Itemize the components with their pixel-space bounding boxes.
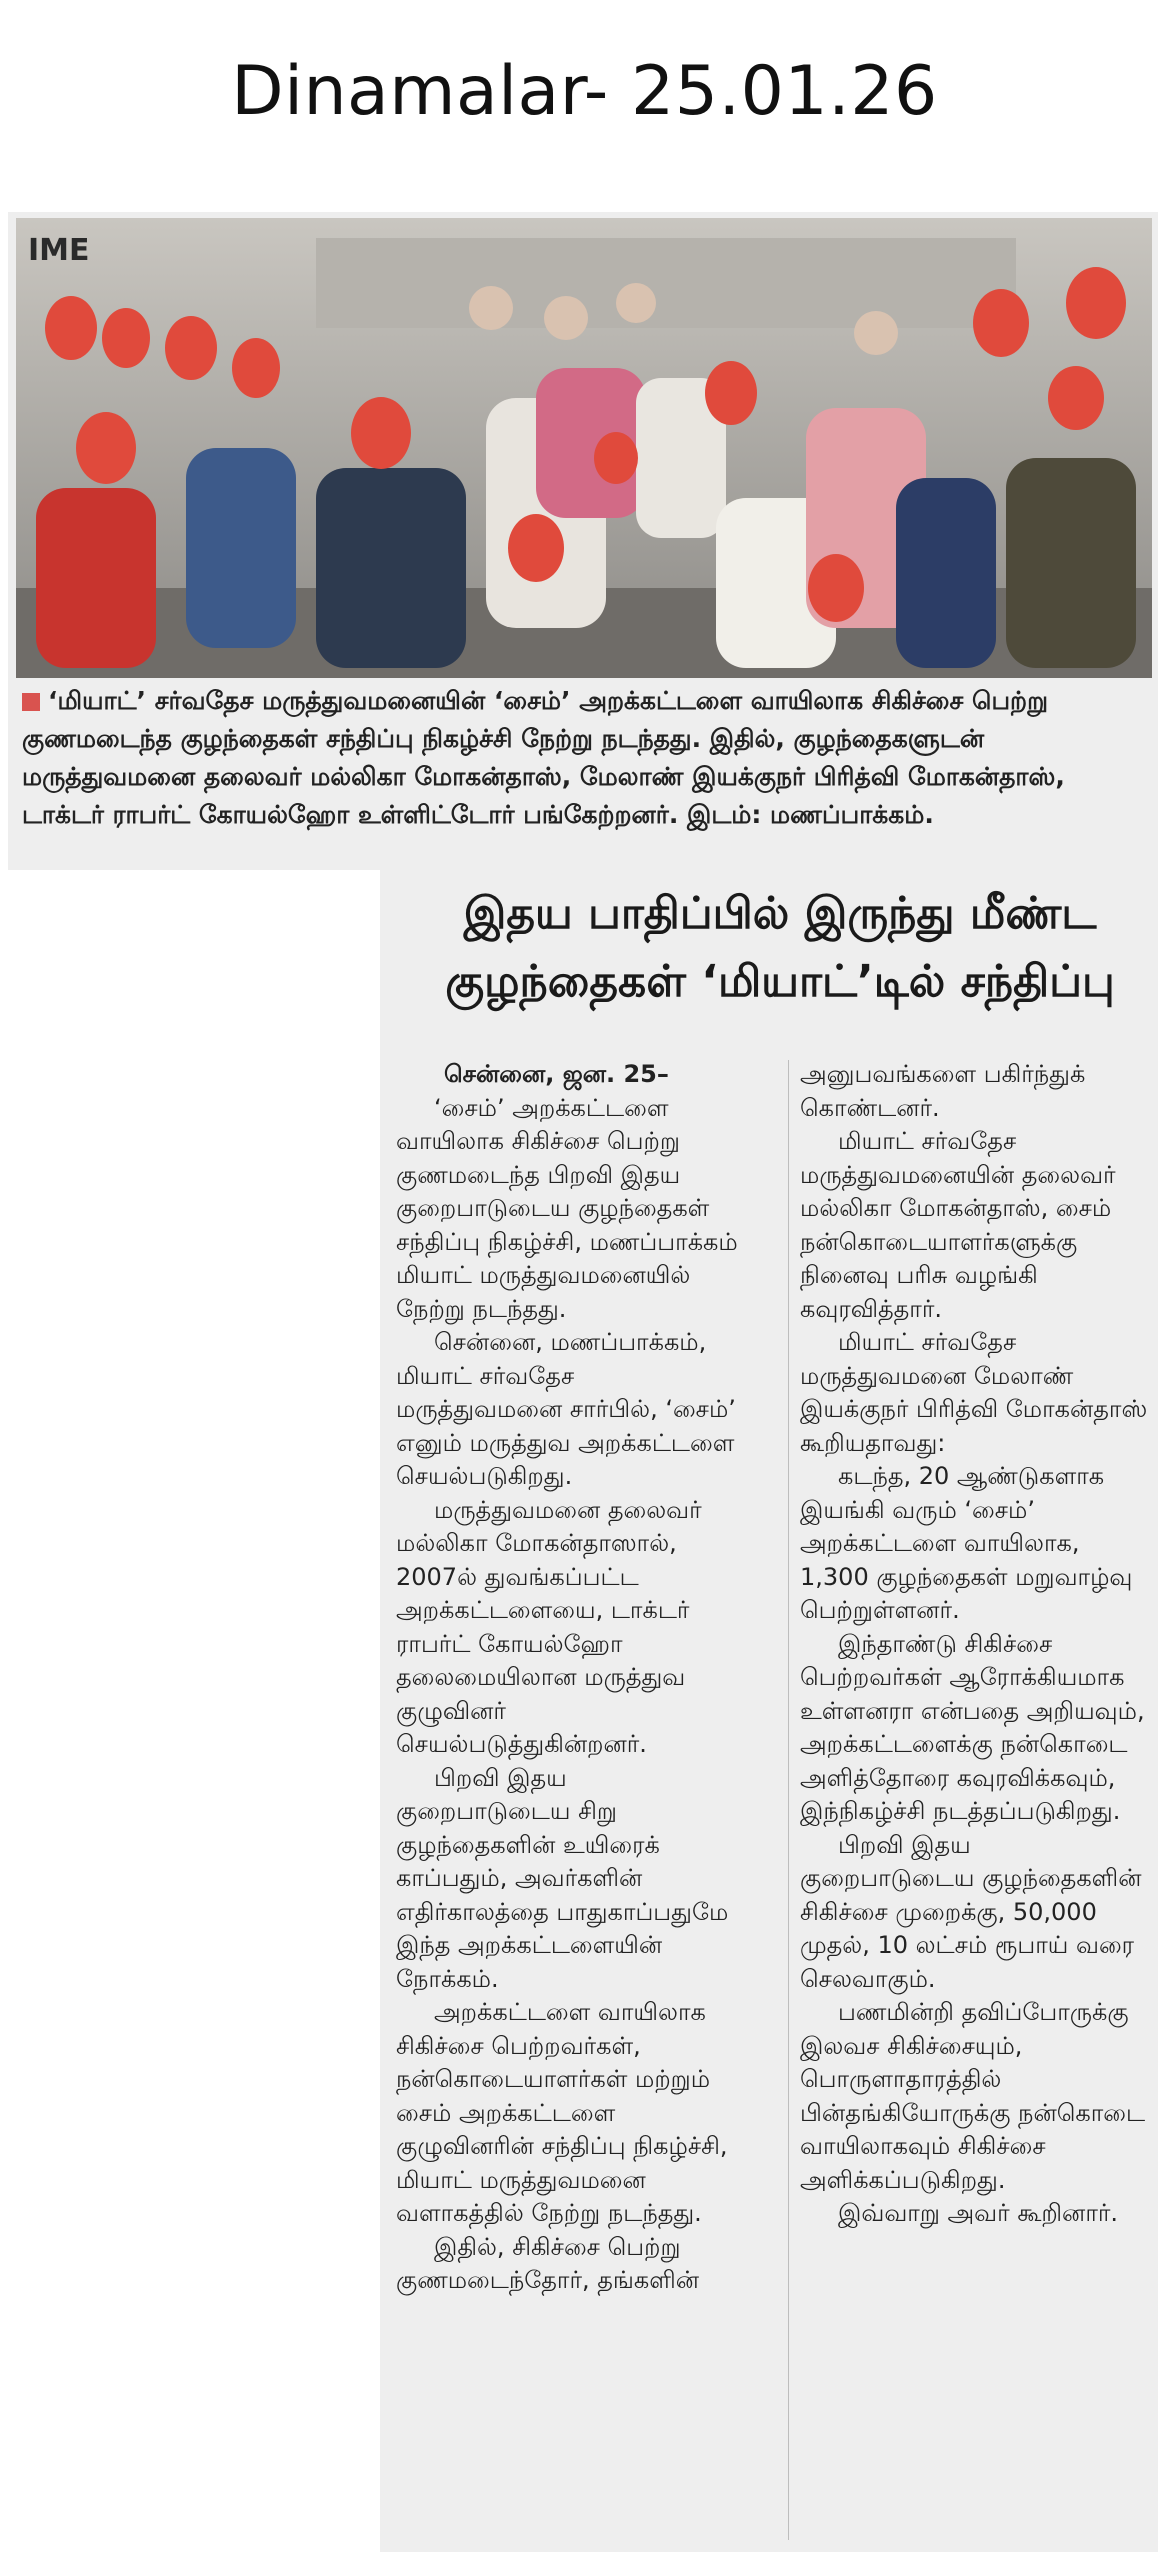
paragraph: ‘சைம்’ அறக்கட்டளை வாயிலாக சிகிச்சை பெற்று குணமடைந்த பிறவி இதய குறைபாடுடைய குழந்தைகள் சந்திப்பு நிகழ்ச்சி, மணப்பாக்கம் மியாட் மருத்துவமனையில் நேற்று நடந்தது. xyxy=(396,1093,738,1323)
page-title: Dinamalar- 25.01.26 xyxy=(231,52,938,131)
group-photo xyxy=(16,218,1152,678)
photo-caption xyxy=(22,682,1147,834)
headline-line-2: குழந்தைகள் ‘மியாட்’டில் சந்திப்பு xyxy=(445,956,1115,1007)
article-headline xyxy=(400,880,1160,1016)
paragraph: மருத்துவமனை தலைவர் மல்லிகா மோகன்தாஸால், 2007ல் துவங்கப்பட்ட அறக்கட்டளையை, டாக்டர் ராபர்ட் கோயல்ஹோ தலைமையிலான மருத்துவ குழுவினர் செயல்படுத்துகின்றனர். xyxy=(396,1495,702,1758)
paragraph: அறக்கட்டளை வாயிலாக சிகிச்சை பெற்றவர்கள், நன்கொடையாளர்கள் மற்றும் சைம் அறக்கட்டளை குழுவினரின் சந்திப்பு நிகழ்ச்சி, மியாட் மருத்துவமனை வளாகத்தில் நேற்று நடந்தது. xyxy=(396,1998,728,2227)
paragraph: இதில், சிகிச்சை பெற்று குணமடைந்தோர், தங்களின் xyxy=(396,2232,700,2294)
article-column-left xyxy=(396,1058,746,2298)
article-dateline: சென்னை, ஜன. 25– xyxy=(444,1060,669,1088)
paragraph: பிறவி இதய குறைபாடுடைய குழந்தைகளின் சிகிச்சை முறைக்கு, 50,000 முதல், 10 லட்சம் ரூபாய் வரை செலவாகும். xyxy=(800,1830,1142,1993)
paragraph: இவ்வாறு அவர் கூறினார். xyxy=(838,2199,1119,2227)
headline-line-1: இதய பாதிப்பில் இருந்து மீண்ட xyxy=(463,888,1097,939)
clipping-cutout xyxy=(8,870,380,2560)
paragraph: அனுபவங்களை பகிர்ந்துக் கொண்டனர். xyxy=(800,1060,1086,1122)
caption-marker-icon xyxy=(22,693,40,711)
paragraph: இந்தாண்டு சிகிச்சை பெற்றவர்கள் ஆரோக்கியமாக உள்ளனரா என்பதை அறியவும், அறக்கட்டளைக்கு நன்கொடை அளித்தோரை கவுரவிக்கவும், இந்நிகழ்ச்சி நடத்தப்படுகிறது. xyxy=(800,1629,1145,1825)
event-banner-logo: IME xyxy=(28,233,90,268)
column-divider xyxy=(788,1060,789,2540)
paragraph: மியாட் சர்வதேச மருத்துவமனை மேலாண் இயக்குநர் பிரித்வி மோகன்தாஸ் கூறியதாவது: xyxy=(800,1328,1148,1457)
paragraph: பிறவி இதய குறைபாடுடைய சிறு குழந்தைகளின் உயிரைக் காப்பதும், அவர்களின் எதிர்காலத்தை பாதுகாப்பதுமே இந்த அறக்கட்டளையின் நோக்கம். xyxy=(396,1763,729,1993)
paragraph: மியாட் சர்வதேச மருத்துவமனையின் தலைவர் மல்லிகா மோகன்தாஸ், சைம் நன்கொடையாளர்களுக்கு நினைவு பரிசு வழங்கி கவுரவித்தார். xyxy=(800,1127,1116,1323)
article-column-right xyxy=(800,1058,1150,2231)
paragraph: பணமின்றி தவிப்போருக்கு இலவச சிகிச்சையும், பொருளாதாரத்தில் பின்தங்கியோருக்கு நன்கொடை வாயிலாகவும் சிகிச்சை அளிக்கப்படுகிறது. xyxy=(800,1998,1146,2194)
caption-text: ‘மியாட்’ சர்வதேச மருத்துவமனையின் ‘சைம்’ அறக்கட்டளை வாயிலாக சிகிச்சை பெற்று குணமடைந்த குழந்தைகள் சந்திப்பு நிகழ்ச்சி நேற்று நடந்தது. இதில், குழந்தைகளுடன் மருத்துவமனை தலைவர் மல்லிகா மோகன்தாஸ், மேலாண் இயக்குநர் பிரித்வி மோகன்தாஸ், டாக்டர் ராபர்ட் கோயல்ஹோ உள்ளிட்டோர் பங்கேற்றனர். இடம்: மணப்பாக்கம். xyxy=(22,686,1065,829)
paragraph: கடந்த, 20 ஆண்டுகளாக இயங்கி வரும் ‘சைம்’ அறக்கட்டளை வாயிலாக, 1,300 குழந்தைகள் மறுவாழ்வு பெற்றுள்ளனர். xyxy=(800,1462,1133,1624)
paragraph: சென்னை, மணப்பாக்கம், மியாட் சர்வதேச மருத்துவமனை சார்பில், ‘சைம்’ எனும் மருத்துவ அறக்கட்டளை செயல்படுகிறது. xyxy=(396,1328,736,1490)
